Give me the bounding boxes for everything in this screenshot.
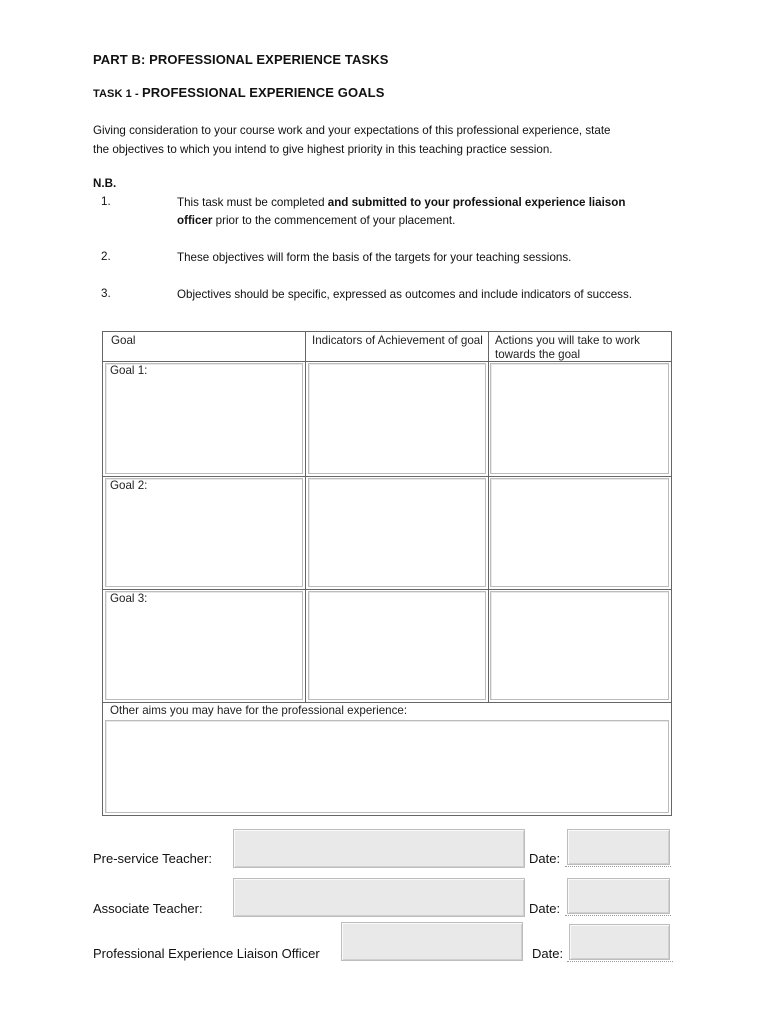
note-1-text-bold: and submitted to your professional experience liaison officer bbox=[177, 196, 626, 227]
note-1-text-before: This task must be completed bbox=[177, 196, 328, 209]
header-indicators: Indicators of Achievement of goal bbox=[312, 334, 483, 347]
liaison-officer-field[interactable] bbox=[341, 922, 523, 961]
date-label-1: Date: bbox=[529, 851, 561, 866]
goal-1-label: Goal 1: bbox=[110, 364, 148, 377]
nb-label: N.B. bbox=[93, 177, 117, 190]
column-divider-1 bbox=[305, 332, 306, 702]
goals-table bbox=[102, 331, 672, 816]
row-divider-2 bbox=[103, 589, 671, 590]
pre-service-teacher-label: Pre-service Teacher: bbox=[93, 851, 212, 866]
liaison-officer-label: Professional Experience Liaison Officer bbox=[93, 946, 320, 961]
goal-3-label: Goal 3: bbox=[110, 592, 148, 605]
goal-1-input[interactable] bbox=[105, 363, 303, 474]
goal-2-input[interactable] bbox=[105, 478, 303, 587]
goal-2-label: Goal 2: bbox=[110, 479, 148, 492]
note-1-text-after: prior to the commencement of your placement. bbox=[212, 214, 456, 227]
date-underline-2 bbox=[565, 915, 671, 916]
goal-1-actions-input[interactable] bbox=[490, 363, 669, 474]
header-goal: Goal bbox=[111, 334, 136, 347]
row-divider-3 bbox=[103, 702, 671, 703]
date-label-2: Date: bbox=[529, 901, 561, 916]
note-number-3: 3. bbox=[101, 287, 111, 300]
goal-1-indicators-input[interactable] bbox=[308, 363, 486, 474]
note-text-1 bbox=[177, 194, 647, 230]
other-aims-input[interactable] bbox=[105, 720, 669, 813]
intro-line-1: Giving consideration to your course work and your expectations of this professional experience, state bbox=[93, 124, 611, 137]
goal-2-indicators-input[interactable] bbox=[308, 478, 486, 587]
note-number-2: 2. bbox=[101, 250, 111, 263]
row-divider-1 bbox=[103, 476, 671, 477]
note-text-3: Objectives should be specific, expressed as outcomes and include indicators of success. bbox=[177, 288, 632, 301]
intro-line-2: the objectives to which you intend to give highest priority in this teaching practice session. bbox=[93, 143, 553, 156]
associate-teacher-label: Associate Teacher: bbox=[93, 901, 203, 916]
associate-teacher-field[interactable] bbox=[233, 878, 525, 917]
column-divider-2 bbox=[488, 332, 489, 702]
task-title-main: PROFESSIONAL EXPERIENCE GOALS bbox=[141, 85, 385, 100]
date-underline-1 bbox=[565, 866, 671, 867]
note-number-1: 1. bbox=[101, 195, 111, 208]
task-title bbox=[93, 85, 384, 100]
other-aims-label: Other aims you may have for the professional experience: bbox=[110, 704, 408, 717]
associate-date-field[interactable] bbox=[567, 878, 670, 914]
date-label-3: Date: bbox=[532, 946, 564, 961]
pre-service-teacher-field[interactable] bbox=[233, 829, 525, 868]
part-title: PART B: PROFESSIONAL EXPERIENCE TASKS bbox=[93, 52, 389, 67]
liaison-date-field[interactable] bbox=[569, 924, 670, 960]
goal-2-actions-input[interactable] bbox=[490, 478, 669, 587]
date-underline-3 bbox=[567, 961, 673, 962]
header-actions: Actions you will take to work towards the goal bbox=[495, 334, 640, 361]
goal-3-indicators-input[interactable] bbox=[308, 591, 486, 700]
goal-3-input[interactable] bbox=[105, 591, 303, 700]
goal-3-actions-input[interactable] bbox=[490, 591, 669, 700]
note-text-2: These objectives will form the basis of the targets for your teaching sessions. bbox=[177, 251, 572, 264]
pre-service-date-field[interactable] bbox=[567, 829, 670, 865]
task-title-prefix: TASK 1 - bbox=[93, 88, 142, 100]
intro-paragraph bbox=[93, 121, 683, 159]
